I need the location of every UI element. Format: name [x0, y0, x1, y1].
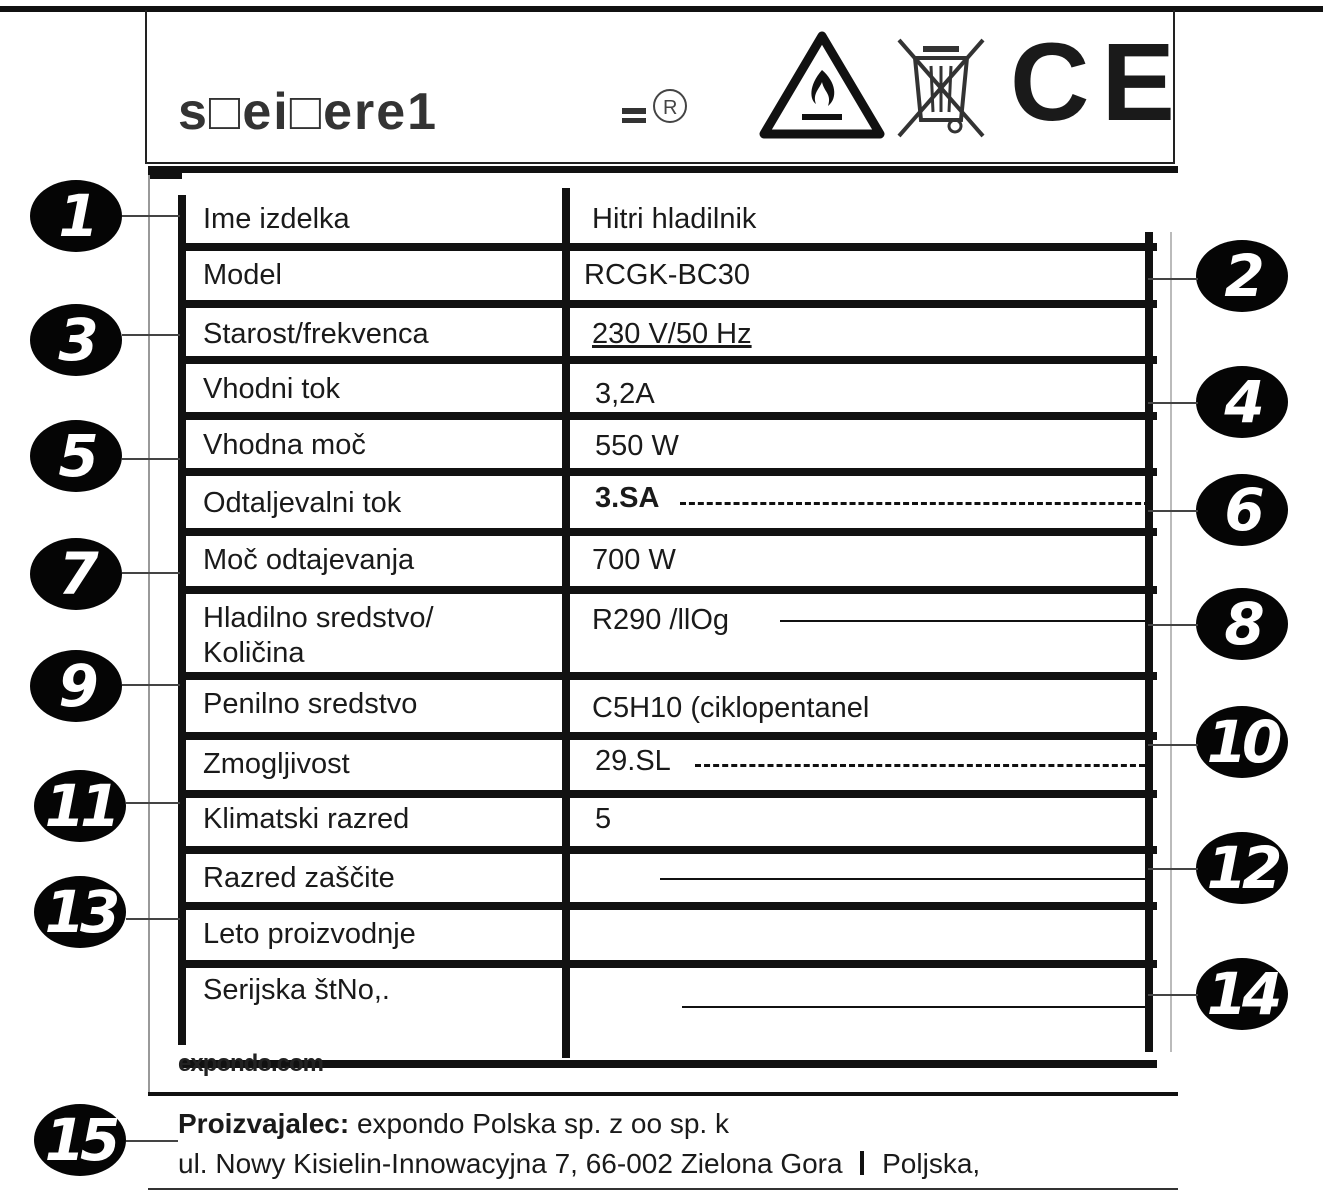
manufacturer-line [178, 1108, 729, 1140]
label-refrigerant: Hladilno sredstvo/ [203, 602, 434, 634]
row-divider [182, 1060, 1157, 1068]
footer-divider [148, 1092, 1178, 1096]
label-defrost-current: Odtaljevalni tok [203, 487, 402, 519]
callout-badge: 3 [30, 304, 122, 376]
label-protection-class: Razred zaščite [203, 862, 395, 894]
row-divider [182, 846, 1157, 854]
label-model: Model [203, 259, 282, 291]
callout-leader [1148, 510, 1198, 512]
label-refrigerant-quantity: Količina [203, 637, 305, 669]
callout-leader [126, 918, 180, 920]
callout-badge: 4 [1196, 366, 1288, 438]
thin-leader [660, 878, 1150, 880]
callout-badge: 11 [34, 770, 126, 842]
label-production-year: Leto proizvodnje [203, 918, 416, 950]
ce-text: CE [1010, 21, 1187, 144]
callout-leader [126, 1140, 178, 1142]
value-voltage-frequency: 230 V/50 Hz [592, 318, 752, 350]
callout-badge: 12 [1196, 832, 1288, 904]
table-column-divider [562, 188, 570, 1058]
value-input-current: 3,2A [595, 378, 655, 410]
row-divider [182, 412, 1157, 420]
svg-text:R: R [663, 97, 678, 119]
label-voltage-frequency: Starost/frekvenca [203, 318, 429, 350]
callout-badge: 9 [30, 650, 122, 722]
value-input-power: 550 W [595, 430, 679, 462]
callout-leader [1148, 868, 1198, 870]
address-text: ul. Nowy Kisielin-Innowacyjna 7, 66-002 Zielona Gora [178, 1148, 843, 1179]
row-divider [182, 468, 1157, 476]
value-capacity: 29.SL [595, 745, 671, 777]
callout-badge: 1 [30, 180, 122, 252]
row-divider [182, 790, 1157, 798]
dashed-leader [680, 502, 1150, 505]
callout-badge: 8 [1196, 588, 1288, 660]
row-divider [182, 960, 1157, 968]
row-divider [182, 528, 1157, 536]
callout-leader [122, 458, 180, 460]
thin-leader [780, 620, 1150, 622]
callout-badge: 13 [34, 876, 126, 948]
dashed-leader [695, 764, 1145, 767]
value-refrigerant: R290 /llOg [592, 604, 730, 636]
value-model: RCGK-BC30 [584, 259, 750, 291]
callout-badge: 10 [1196, 706, 1288, 778]
label-foaming-agent: Penilno sredstvo [203, 688, 418, 720]
label-serial-number: Serijska štNo,. [203, 974, 390, 1006]
manufacturer-name: expondo Polska sp. z oo sp. k [356, 1108, 729, 1139]
value-defrost-power: 700 W [592, 544, 676, 576]
callout-leader [122, 572, 180, 574]
value-defrost-current: 3.SA [595, 482, 660, 514]
thin-leader [682, 1006, 1150, 1008]
website-url: expondo.com [178, 1050, 324, 1077]
callout-badge: 15 [34, 1104, 126, 1176]
callout-leader [1148, 278, 1198, 280]
bottom-border [148, 1188, 1178, 1190]
row-divider [182, 902, 1157, 910]
callout-badge: 6 [1196, 474, 1288, 546]
label-product-name: Ime izdelka [203, 203, 350, 235]
value-foaming-agent: C5H10 (ciklopentanel [592, 692, 870, 724]
callout-leader [122, 215, 180, 217]
row-divider [182, 243, 1157, 251]
row-divider [182, 300, 1157, 308]
callout-leader [1148, 744, 1198, 746]
logo-text: s□ei□ere1 [178, 83, 439, 141]
callout-badge: 7 [30, 538, 122, 610]
callout-leader [1148, 994, 1198, 996]
callout-leader [122, 334, 180, 336]
label-defrost-power: Moč odtajevanja [203, 544, 415, 576]
label-capacity: Zmogljivost [203, 748, 350, 780]
callout-badge: 5 [30, 420, 122, 492]
callout-badge: 14 [1196, 958, 1288, 1030]
row-divider [182, 586, 1157, 594]
row-divider [182, 732, 1157, 740]
row-divider [182, 356, 1157, 364]
manufacturer-label: Proizvajalec: [178, 1108, 350, 1139]
callout-leader [126, 802, 180, 804]
row-divider [182, 672, 1157, 680]
label-input-current: Vhodni tok [203, 373, 341, 405]
value-climate-class: 5 [595, 803, 612, 835]
callout-badge: 2 [1196, 240, 1288, 312]
callout-leader [1148, 402, 1198, 404]
table-right-border [1145, 232, 1153, 1052]
address-line [178, 1148, 980, 1180]
country-text: Poljska, [882, 1148, 981, 1179]
callout-leader [1148, 624, 1198, 626]
label-climate-class: Klimatski razred [203, 803, 410, 835]
label-input-power: Vhodna moč [203, 429, 366, 461]
address-separator [860, 1151, 864, 1175]
value-product-name: Hitri hladilnik [592, 203, 757, 235]
callout-leader [122, 684, 180, 686]
